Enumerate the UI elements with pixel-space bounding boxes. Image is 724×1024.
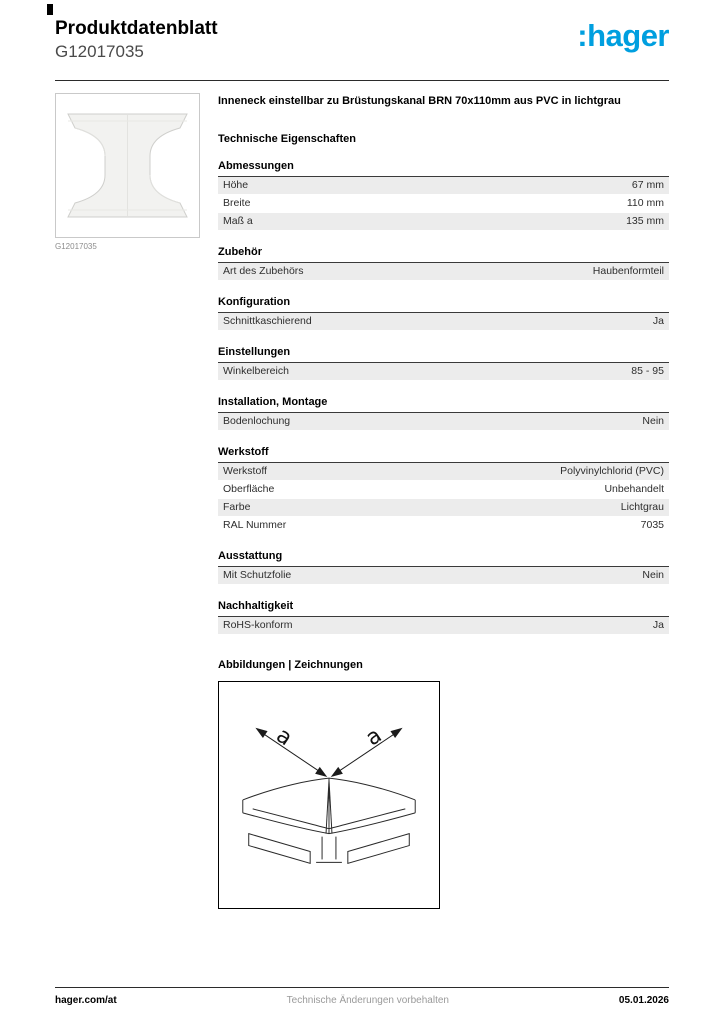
spec-value: Ja [652,619,664,632]
spec-row [218,617,669,635]
spec-row [218,463,669,481]
product-number: G12017035 [55,41,144,61]
spec-row [218,177,669,195]
spec-label: Maß a [223,215,253,228]
spec-value: Ja [652,315,664,328]
product-image-caption: G12017035 [55,242,97,251]
spec-value: Polyvinylchlorid (PVC) [560,465,664,478]
spec-label: Farbe [223,501,251,514]
dimension-drawing [219,682,439,908]
section-title: Installation, Montage [218,396,669,413]
header-titles [55,18,218,63]
spec-label: RAL Nummer [223,519,287,532]
spec-label: RoHS-konform [223,619,293,632]
footer-note: Technische Änderungen vorbehalten [286,995,449,1006]
spec-value: 110 mm [626,197,664,210]
spec-value: 67 mm [631,179,664,192]
section-title: Werkstoff [218,446,669,463]
section-nachhaltigkeit [218,600,669,635]
spec-value: 135 mm [626,215,664,228]
spec-value: 85 - 95 [631,365,664,378]
section-abmessungen [218,160,669,231]
spec-label: Art des Zubehörs [223,265,304,278]
section-title: Zubehör [218,246,669,263]
technical-drawing [218,681,440,909]
section-installation-montage [218,396,669,431]
spec-row [218,517,669,535]
spec-row [218,481,669,499]
section-title: Einstellungen [218,346,669,363]
spec-value: Lichtgrau [620,501,664,514]
section-konfiguration [218,296,669,331]
content [55,93,669,909]
spec-value: Nein [642,569,664,582]
spec-row [218,499,669,517]
spec-row [218,363,669,381]
drawings-heading: Abbildungen | Zeichnungen [218,658,363,671]
dimension-label-a-right: a [361,722,387,752]
spec-label: Breite [223,197,251,210]
spec-label: Oberfläche [223,483,275,496]
footer-divider [55,987,669,988]
header-divider [55,80,669,81]
spec-label: Mit Schutzfolie [223,569,292,582]
spec-label: Winkelbereich [223,365,289,378]
spec-value: 7035 [640,519,664,532]
spec-label: Schnittkaschierend [223,315,312,328]
spec-row [218,567,669,585]
logo-colon: : [577,18,588,53]
footer [55,987,669,1006]
section-title: Nachhaltigkeit [218,600,669,617]
section-werkstoff [218,446,669,535]
footer-row [55,995,669,1006]
footer-date: 05.01.2026 [618,995,669,1006]
section-title: Ausstattung [218,550,669,567]
hager-logo [577,20,669,51]
section-zubehoer [218,246,669,281]
spec-value: Nein [642,415,664,428]
section-title: Abmessungen [218,160,669,177]
spec-row [218,263,669,281]
crop-mark [47,4,53,15]
spec-value: Unbehandelt [604,483,664,496]
product-photo-drawing [56,94,199,237]
tech-properties-heading: Technische Eigenschaften [218,132,356,145]
spec-label: Werkstoff [223,465,267,478]
section-title: Konfiguration [218,296,669,313]
footer-website: hager.com/at [55,995,117,1006]
spec-row [218,195,669,213]
section-ausstattung [218,550,669,585]
right-column [218,93,669,909]
section-einstellungen [218,346,669,381]
spec-label: Höhe [223,179,249,192]
logo-text: hager [587,18,669,53]
spec-row [218,313,669,331]
spec-label: Bodenlochung [223,415,291,428]
dimension-label-a-left: a [271,722,297,752]
product-image [55,93,200,238]
spec-row [218,213,669,231]
left-column [55,93,200,909]
header [55,18,669,63]
page-title: Produktdatenblatt [55,18,218,39]
product-title: Inneneck einstellbar zu Brüstungskanal BRN 70x110mm aus PVC in lichtgrau [218,95,621,107]
spec-row [218,413,669,431]
spec-value: Haubenformteil [592,265,664,278]
